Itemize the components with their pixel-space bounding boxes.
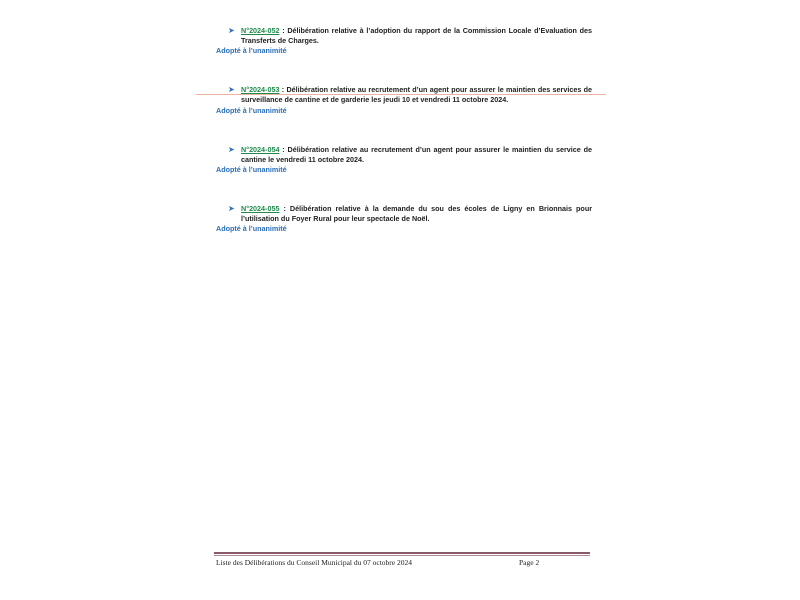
footer-rule	[214, 552, 590, 554]
page-number: Page 2	[519, 558, 540, 567]
deliberation-number: N°2024-053	[241, 85, 280, 94]
deliberation-line	[228, 204, 592, 224]
deliberation-number: N°2024-052	[241, 26, 280, 35]
deliberation-line	[228, 26, 592, 46]
deliberation-separator: :	[279, 26, 285, 35]
deliberation-number: N°2024-054	[241, 145, 280, 154]
deliberation-text: Délibération relative à l’adoption du rapport de la Commission Locale d’Evaluation des Transferts de Charges.	[241, 26, 593, 45]
deliberation-status-055: Adopté à l’unanimité	[216, 224, 287, 233]
arrow-bullet-icon: ➤	[228, 204, 235, 213]
deliberation-status-054: Adopté à l’unanimité	[216, 165, 287, 174]
deliberation-status-052: Adopté à l’unanimité	[216, 46, 287, 55]
deliberation-text: Délibération relative au recrutement d’un agent pour assurer le maintien du service de cantine le vendredi 11 octobre 2024.	[241, 145, 592, 164]
arrow-bullet-icon: ➤	[228, 145, 235, 154]
deliberation-status-053: Adopté à l’unanimité	[216, 106, 287, 115]
deliberation-separator: :	[279, 204, 286, 213]
deliberation-text: Délibération relative au recrutement d’un agent pour assurer le maintien des services de surveillance de cantine et de garderie les jeudi 10 et vendredi 11 octobre 2024.	[241, 85, 593, 104]
deliberation-item-055	[228, 204, 592, 224]
deliberation-number: N°2024-055	[241, 204, 280, 213]
footer-title: Liste des Délibérations du Conseil Municipal du 07 octobre 2024	[216, 558, 413, 567]
deliberation-item-053	[228, 85, 592, 105]
deliberation-line	[228, 145, 592, 165]
deliberation-item-054	[228, 145, 592, 165]
deliberation-line	[228, 85, 592, 105]
deliberation-item-052	[228, 26, 592, 46]
deliberation-separator: :	[279, 145, 285, 154]
arrow-bullet-icon: ➤	[228, 85, 235, 94]
deliberation-separator: :	[279, 85, 285, 94]
footer-rule-thin	[214, 555, 590, 556]
deliberation-text: Délibération relative à la demande du sou des écoles de Ligny en Brionnais pour l’utilisation du Foyer Rural pour leur spectacle de Noël.	[241, 204, 593, 223]
arrow-bullet-icon: ➤	[228, 26, 235, 35]
